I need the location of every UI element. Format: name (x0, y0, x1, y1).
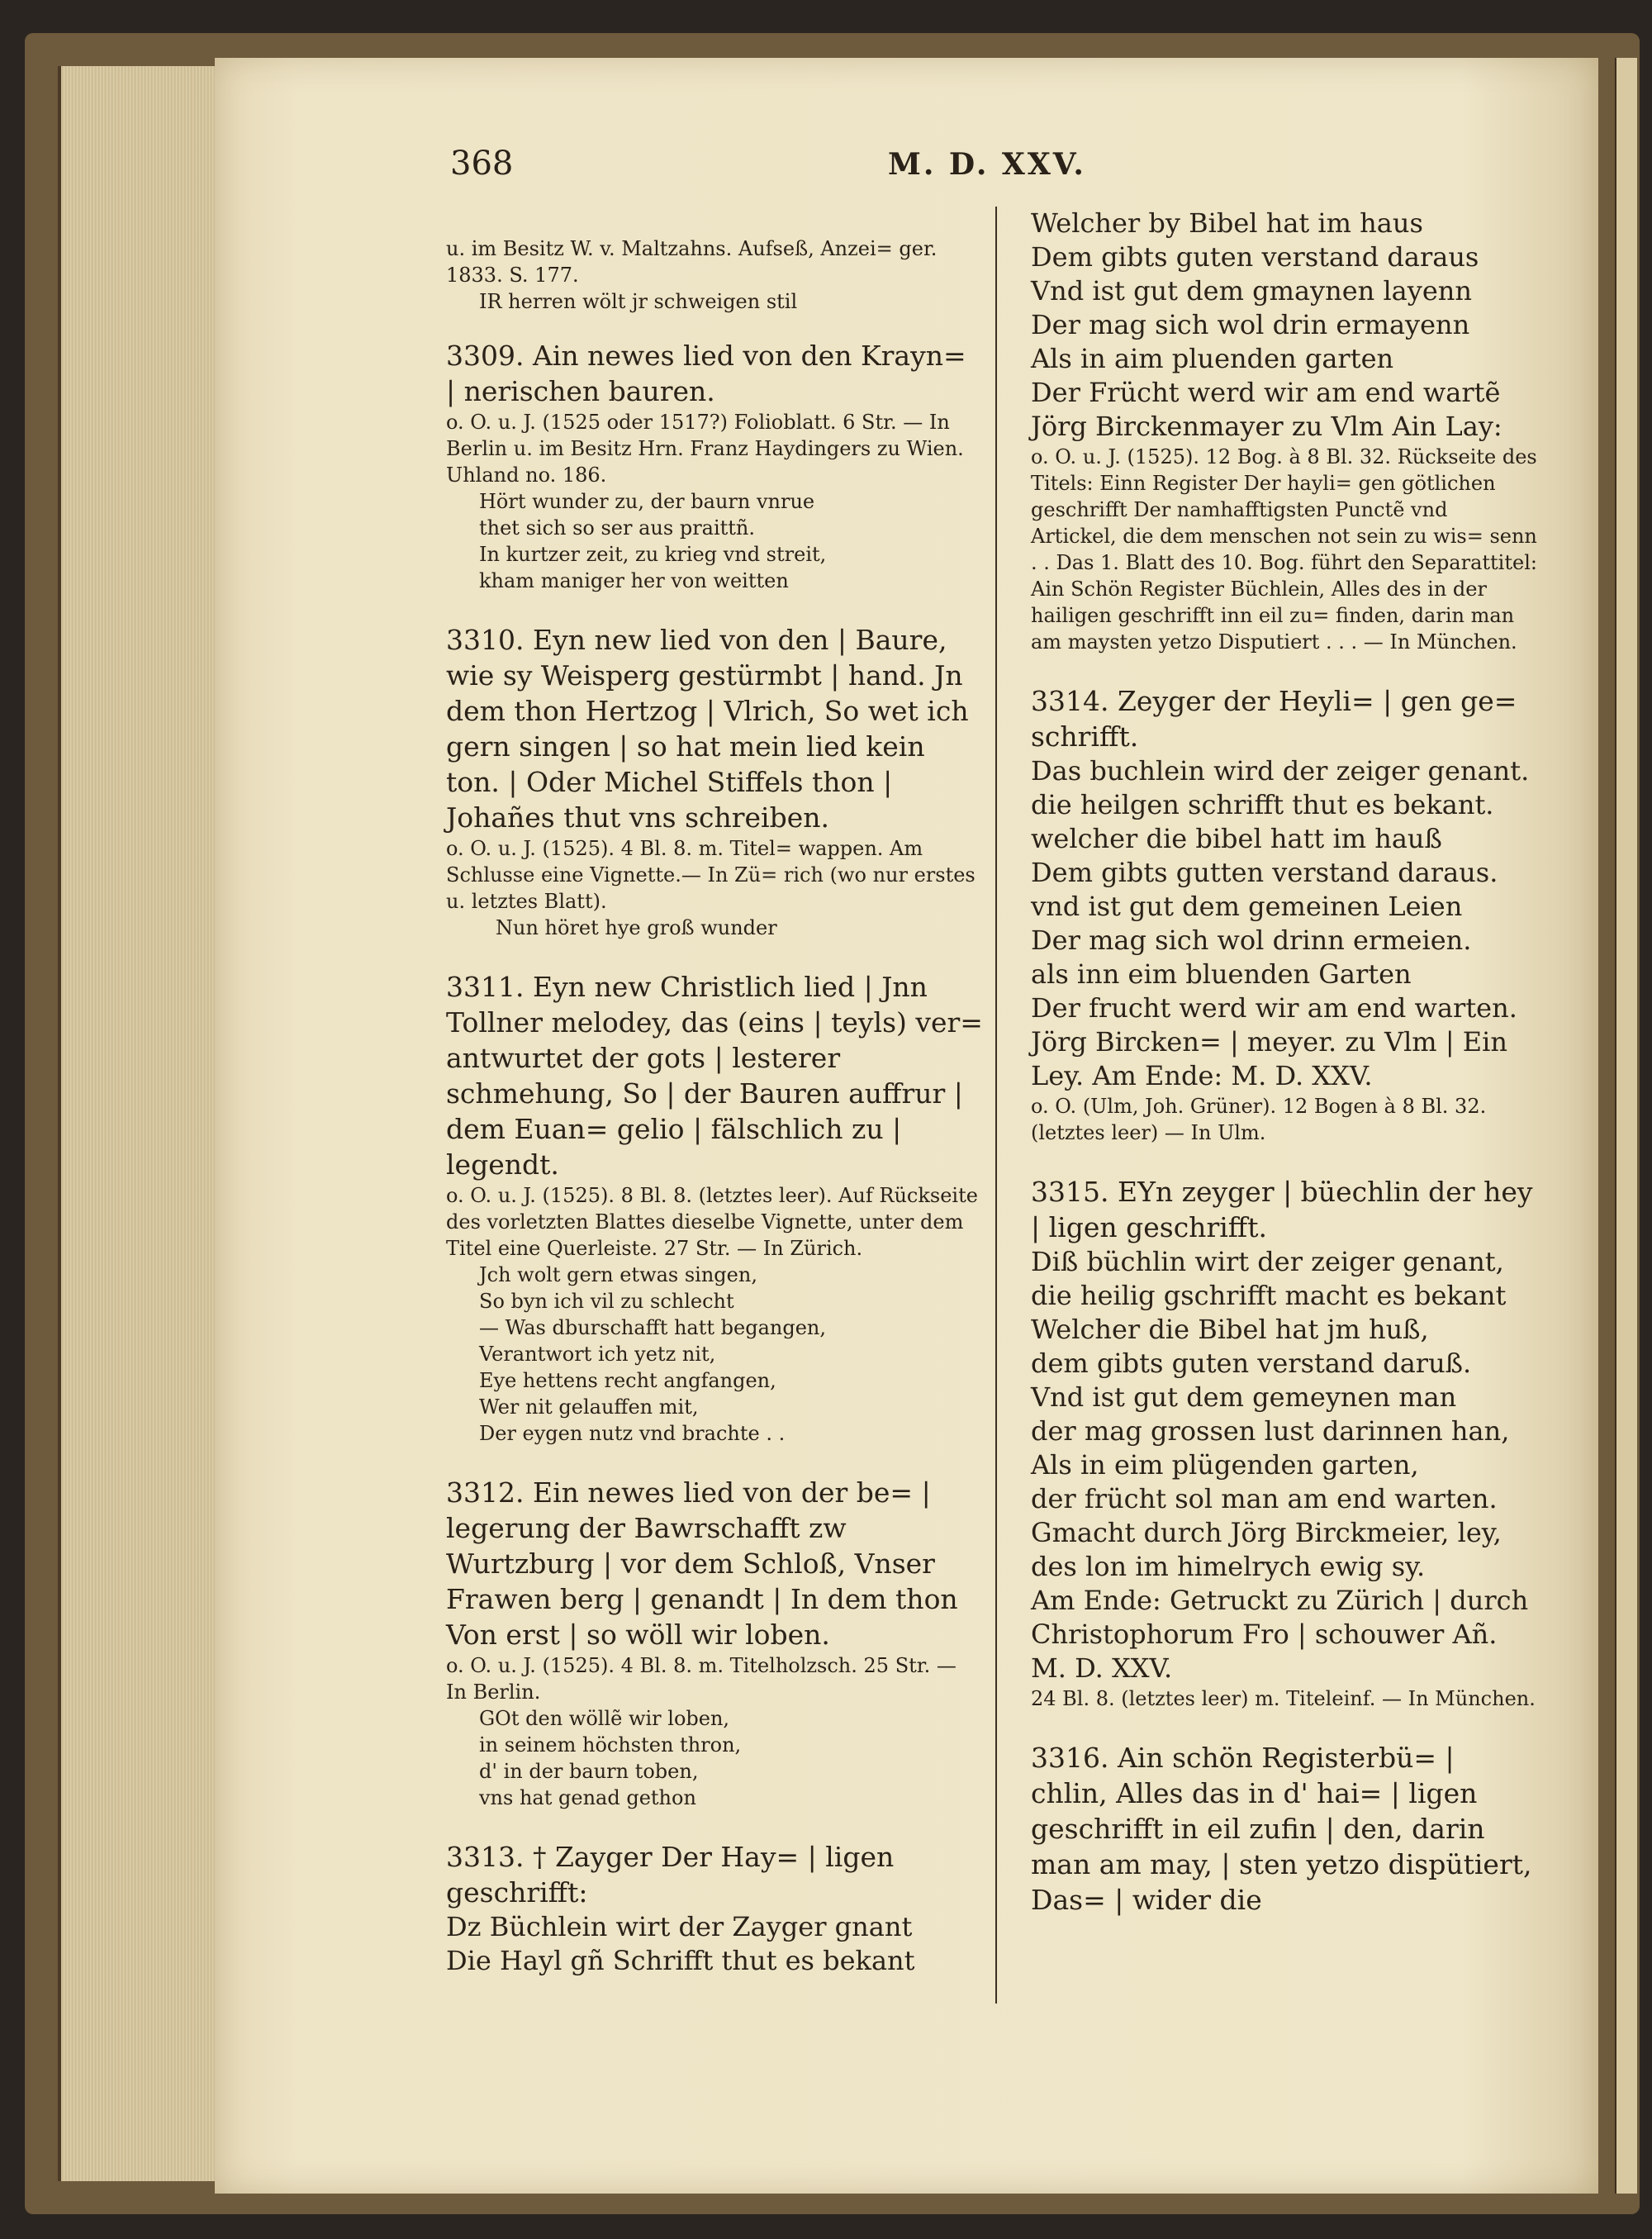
verse-line: als inn eim bluenden Garten (1031, 958, 1412, 990)
verse-line: Diß büchlin wirt der zeiger genant, (1031, 1246, 1504, 1277)
verse-line: Dem gibts gutten verstand daraus. (1031, 857, 1498, 888)
verse-line: Eye hettens recht angfangen, (479, 1369, 776, 1392)
verse-line: Jch wolt gern etwas singen, (479, 1263, 757, 1286)
entry-3313 (446, 1839, 983, 1978)
verse-line: die heilgen schrifft thut es bekant. (1031, 789, 1494, 820)
entry-3315 (1031, 1174, 1539, 1712)
entry-title: Eyn new Christlich lied | Jnn Tollner melodey, das (eins | teyls) ver= antwurtet der gots | lesterer schmehung, So | der Bauren auffrur | dem Euan= gelio | fälschlich zu | legendt. (446, 971, 983, 1181)
entry-meta: o. O. (Ulm, Joh. Grüner). 12 Bogen à 8 Bl. 32. (letztes leer) — In Ulm. (1031, 1095, 1487, 1144)
entry-verse (446, 1910, 983, 1978)
continuation-block (1031, 207, 1539, 655)
verse-line: Wer nit gelauffen mit, (479, 1395, 699, 1419)
entry-3309 (446, 338, 983, 594)
entry-heading (446, 969, 983, 1182)
verse-line: d' in der baurn toben, (479, 1760, 699, 1783)
verse-line: GOt den wöllẽ wir loben, (479, 1707, 730, 1730)
entry-title: Eyn new lied von den | Baure, wie sy Weisperg gestürmbt | hand. Jn dem thon Hertzog | Vlrich, So wet ich gern singen | so hat mein lied kein ton. | Oder Michel Stiffels thon | Johañes thut vns schreiben. (446, 624, 969, 834)
entry-3314 (1031, 683, 1539, 1146)
verse-line: vns hat genad gethon (479, 1786, 696, 1809)
entry-number: 3312. (446, 1476, 525, 1509)
entry-verse (446, 915, 983, 941)
verse-line: in seinem höchsten thron, (479, 1733, 742, 1756)
verse-line: Hört wunder zu, der baurn vnrue (479, 490, 815, 513)
entry-number: 3314. (1031, 685, 1109, 717)
entry-meta: o. O. u. J. (1525). 8 Bl. 8. (letztes leer). Auf Rückseite des vorletzten Blattes dieselbe Vignette, unter dem Titel eine Querleiste. 27 Str. — In Zürich. (446, 1184, 978, 1260)
entry-meta: o. O. u. J. (1525). 4 Bl. 8. m. Titel= wappen. Am Schlusse eine Vignette.— In Zü= rich (wo nur erstes u. letztes Blatt). (446, 837, 976, 913)
continuation-verse: IR herren wölt jr schweigen stil (479, 290, 798, 313)
verse-line: Welcher die Bibel hat jm huß, (1031, 1314, 1429, 1345)
entry-verse (1031, 754, 1539, 1093)
verse-line: kham maniger her von weitten (479, 569, 789, 592)
entry-number: 3313. (446, 1841, 525, 1873)
entry-heading (446, 1839, 983, 1910)
verse-line: Als in aim pluenden garten (1031, 343, 1394, 374)
entry-verse (446, 1705, 983, 1811)
entry-meta: o. O. u. J. (1525). 4 Bl. 8. m. Titelholzsch. 25 Str. — In Berlin. (446, 1654, 957, 1704)
entry-3311 (446, 969, 983, 1447)
verse-line: der mag grossen lust darinnen han, (1031, 1415, 1510, 1447)
entry-3310 (446, 622, 983, 941)
verse-line: Vnd ist gut dem gemeynen man (1031, 1381, 1457, 1413)
entry-heading (1031, 1740, 1539, 1918)
verse-line: Dz Büchlein wirt der Zayger gnant (446, 1911, 913, 1942)
entry-verse (446, 488, 983, 594)
continuation-meta: u. im Besitz W. v. Maltzahns. Aufseß, Anzei= ger. 1833. S. 177. (446, 237, 938, 287)
entry-number: 3315. (1031, 1176, 1109, 1208)
entry-heading (446, 338, 983, 409)
verse-line: Die Hayl gñ Schrifft thut es bekant (446, 1945, 915, 1976)
entry-title: EYn zeyger | büechlin der hey | ligen geschrifft. (1031, 1176, 1533, 1243)
verse-line: vnd ist gut dem gemeinen Leien (1031, 891, 1463, 922)
running-title: M. D. XXV. (888, 147, 1086, 182)
verse-line: Nun höret hye groß wunder (496, 916, 777, 939)
verse-line: Der frucht werd wir am end warten. (1031, 992, 1517, 1024)
entry-meta: o. O. u. J. (1525 oder 1517?) Folioblatt. 6 Str. — In Berlin u. im Besitz Hrn. Franz Haydingers zu Wien. Uhland no. 186. (446, 411, 964, 487)
verse-line: thet sich so ser aus praittñ. (479, 516, 756, 540)
continuation-meta: o. O. u. J. (1525). 12 Bog. à 8 Bl. 32. Rückseite des Titels: Einn Register Der hayli= gen götlichen geschrifft Der namhafftigsten Punctẽ vnd Artickel, die dem menschen not sein zu wis= senn . . Das 1. Blatt des 10. Bog. führt den Separattitel: Ain Schön Register Büchlein, Alles des in der hailigen geschrifft inn eil zu= finden, darin man am maysten yetzo Disputiert . . . — In München. (1031, 445, 1537, 654)
verse-line: welcher die bibel hatt im hauß (1031, 823, 1442, 854)
verse-line: Der mag sich wol drin ermayenn (1031, 309, 1470, 340)
page-number: 368 (450, 145, 514, 183)
verse-line: Welcher by Bibel hat im haus (1031, 207, 1423, 239)
entry-heading (446, 1475, 983, 1652)
verse-line: — Was dburschafft hatt begangen, (479, 1316, 826, 1339)
entry-meta: 24 Bl. 8. (letztes leer) m. Titeleinf. — In München. (1031, 1687, 1536, 1710)
verse-line: Der Frücht werd wir am end wartẽ (1031, 377, 1501, 408)
continuation-block (446, 235, 983, 315)
entry-3316 (1031, 1740, 1539, 1918)
entry-heading (446, 622, 983, 835)
entry-number: 3316. (1031, 1742, 1109, 1774)
verse-line: Jörg Bircken= | meyer. zu Vlm | Ein Ley. Am Ende: M. D. XXV. (1031, 1026, 1507, 1091)
left-column (446, 235, 983, 1978)
entry-heading (1031, 683, 1539, 754)
entry-verse (446, 1262, 983, 1447)
verse-line: Vnd ist gut dem gmaynen layenn (1031, 275, 1472, 307)
entry-3312 (446, 1475, 983, 1811)
verse-line: Als in eim plügenden garten, (1031, 1449, 1419, 1481)
continuation-verse (1031, 207, 1539, 444)
right-column (1031, 207, 1539, 1918)
verse-line: Am Ende: Getruckt zu Zürich | durch Christophorum Fro | schouwer Añ. M. D. XXV. (1031, 1585, 1529, 1684)
entry-title: Zeyger der Heyli= | gen ge= schrifft. (1031, 685, 1517, 753)
entry-number: 3309. (446, 340, 525, 372)
verse-line: Der eygen nutz vnd brachte . . (479, 1422, 786, 1445)
verse-line: Dem gibts guten verstand daraus (1031, 241, 1479, 273)
verse-line: Jörg Birckenmayer zu Vlm Ain Lay: (1031, 411, 1502, 442)
entry-title: Ain newes lied von den Krayn= | nerischen bauren. (446, 340, 966, 407)
entry-number: 3310. (446, 624, 525, 656)
verse-line: Verantwort ich yetz nit, (479, 1343, 716, 1366)
entry-title: Ain schön Registerbü= | chlin, Alles das in d' hai= | ligen geschrifft in eil zufin | den, darin man am may, | sten yetzo dispütiert, Das= | wider die (1031, 1742, 1532, 1916)
page-edges (58, 66, 226, 2181)
entry-number: 3311. (446, 971, 525, 1003)
entry-verse (1031, 1245, 1539, 1685)
entry-title: † Zayger Der Hay= | ligen geschrifft: (446, 1841, 895, 1909)
verse-line: Gmacht durch Jörg Birckmeier, ley, (1031, 1517, 1502, 1548)
verse-line: Der mag sich wol drinn ermeien. (1031, 925, 1472, 956)
verse-line: die heilig gschrifft macht es bekant (1031, 1280, 1507, 1311)
column-divider (995, 207, 997, 2004)
verse-line: dem gibts guten verstand daruß. (1031, 1348, 1472, 1379)
verse-line: In kurtzer zeit, zu krieg vnd streit, (479, 543, 827, 566)
verse-line: So byn ich vil zu schlecht (479, 1290, 734, 1313)
entry-title: Ein newes lied von der be= | legerung der Bawrschafft zw Wurtzburg | vor dem Schloß, Vnser Frawen berg | genandt | In dem thon Von erst | so wöll wir loben. (446, 1476, 958, 1651)
verse-line: Das buchlein wird der zeiger genant. (1031, 755, 1530, 787)
entry-heading (1031, 1174, 1539, 1245)
verse-line: der frücht sol man am end warten. (1031, 1483, 1498, 1514)
verse-line: des lon im himelrych ewig sy. (1031, 1551, 1426, 1582)
next-page-edge (1615, 58, 1637, 2194)
